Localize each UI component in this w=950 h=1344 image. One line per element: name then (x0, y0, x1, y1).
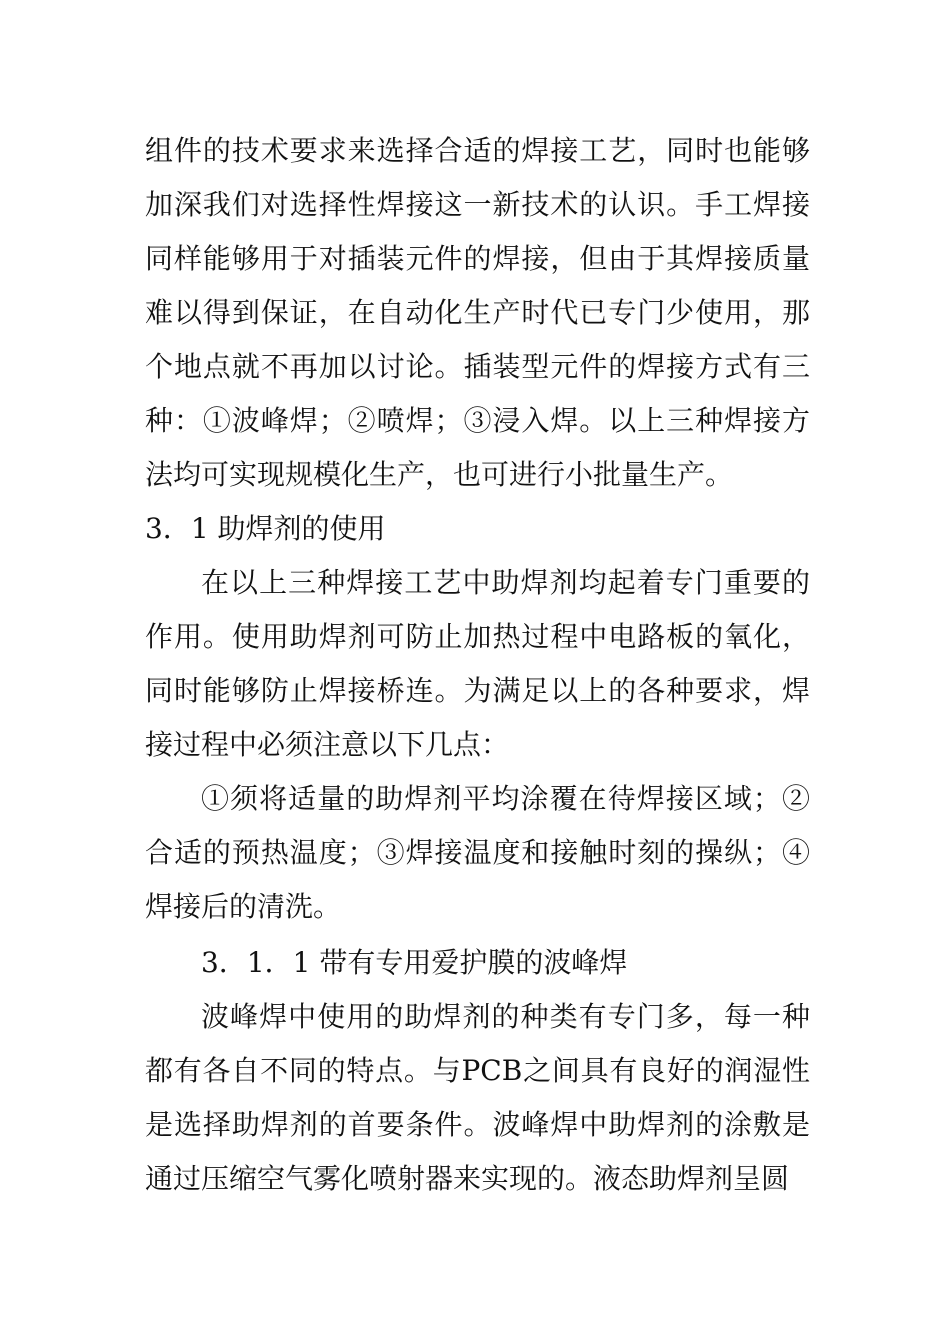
document-body (145, 124, 810, 1206)
paragraph-flux-role: 在以上三种焊接工艺中助焊剂均起着专门重要的作用。使用助焊剂可防止加热过程中电路板的氧化，同时能够防止焊接桥连。为满足以上的各种要求，焊接过程中必须注意以下几点： (145, 566, 810, 761)
subsection-heading: 3．1．1 带有专用爱护膜的波峰焊 (201, 946, 628, 979)
paragraph-intro: 组件的技术要求来选择合适的焊接工艺，同时也能够加深我们对选择性焊接这一新技术的认识。手工焊接同样能够用于对插装元件的焊接，但由于其焊接质量难以得到保证，在自动化生产时代已专门少使用，那个地点就不再加以讨论。插装型元件的焊接方式有三种：①波峰焊；②喷焊；③浸入焊。以上三种焊接方法均可实现规模化生产，也可进行小批量生产。 (145, 134, 810, 491)
paragraph-flux-points: ①须将适量的助焊剂平均涂覆在待焊接区域；②合适的预热温度；③焊接温度和接触时刻的操纵；④焊接后的清洗。 (145, 782, 810, 923)
paragraph-wave-soldering: 波峰焊中使用的助焊剂的种类有专门多，每一种都有各自不同的特点。与PCB之间具有良好的润湿性是选择助焊剂的首要条件。波峰焊中助焊剂的涂敷是通过压缩空气雾化喷射器来实现的。液态助焊剂呈圆 (145, 1000, 810, 1195)
section-heading: 3．1 助焊剂的使用 (145, 512, 386, 545)
